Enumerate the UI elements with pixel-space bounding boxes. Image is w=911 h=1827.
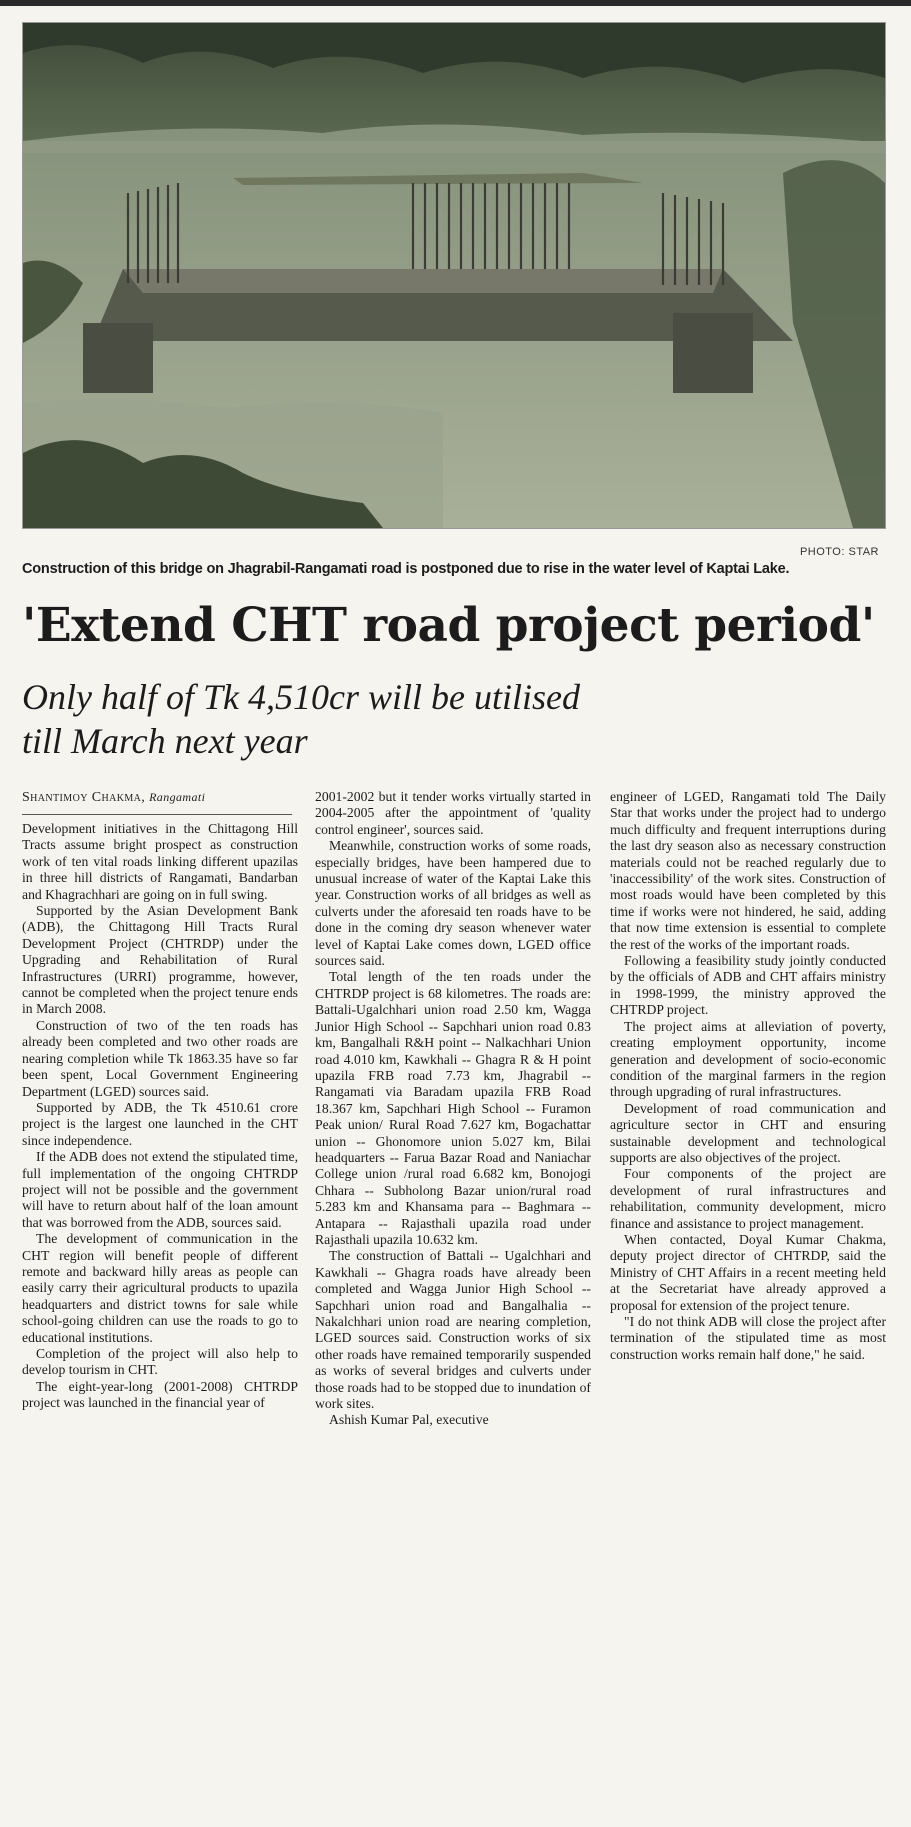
paragraph: The construction of Battali -- Ugalchhari and Kawkhali -- Ghagra roads have already been completed and Wagga Junior High School -- Sapchhari union road and Bangalhalia -- Nakalchhari union road are nearing completion, LGED sources said. Construction works of six other roads have remained temporarily suspended as works of several bridges and culverts under those roads had to be stopped due to inundation of work sites. <box>315 1248 591 1412</box>
article-column-1 <box>22 821 298 1412</box>
paragraph: Total length of the ten roads under the CHTRDP project is 68 kilometres. The roads are: Battali-Ugalchhari union road 2.50 km, Wagga Junior High School -- Sapchhari union road 0.83 km, Bangalhali R&H point -- Nalkachhari Union road 4.010 km, Kawkhali -- Ghagra R & H point upazila FRB road 7.73 km, Jhagrabil -- Rangamati via Baradam upazila FRB Road 18.367 km, Sapchhari High School -- Furamon Peak union/ Rural Road 7.627 km, Bogachattar union -- Ghonomore union 5.027 km, Bilai headquarters -- Farua Bazar Road and Naniachar College union /rural road 6.682 km, Bonojogi Chhara -- Subholong Bazar union/rural road 5.283 km and Khansama para -- Baghmara -- Antapara -- Rajasthali upazila road under Rajasthali upazila 10.632 km. <box>315 969 591 1247</box>
photo-credit: PHOTO: STAR <box>799 546 879 558</box>
byline-author: Shantimoy Chakma <box>22 790 142 805</box>
paragraph: engineer of LGED, Rangamati told The Daily Star that works under the project had to undergo much difficulty and frequent interruptions during the last dry season also as necessary construction materials could not be reached regularly due to 'inaccessibility' of the work sites. Construction of most roads would have been completed by this time if works were not hindered, he said, adding that now time extension is essential to complete the rest of the works of the important roads. <box>610 789 886 952</box>
paragraph: Meanwhile, construction works of some roads, especially bridges, have been hampered due to unusual increase of water of the Kaptai Lake this year. Construction works of all bridges as well as culverts under the aforesaid ten roads have to be done in the coming dry season whenever water level of Kaptai Lake comes down, LGED office sources said. <box>315 838 591 969</box>
article-column-2 <box>315 789 591 1429</box>
paragraph: Four components of the project are development of rural infrastructures and rehabilitation, community development, micro finance and assistance to project management. <box>610 1166 886 1231</box>
paragraph: The development of communication in the CHT region will benefit people of different remote and backward hilly areas as people can easily carry their agricultural products to upazila headquarters and district towns for sale while school-going children can use the roads to go to educational institutions. <box>22 1231 298 1345</box>
subheadline <box>22 675 722 763</box>
top-rule <box>0 0 911 6</box>
subheadline-line-2: till March next year <box>22 721 308 761</box>
bridge-photo-image <box>23 23 885 528</box>
paragraph: Supported by the Asian Development Bank (ADB), the Chittagong Hill Tracts Rural Development Project (CHTRDP) under the Upgrading and Rehabilitation of Rural Infrastructures (URRI) programme, however, cannot be completed when the project tenure ends in March 2008. <box>22 903 298 1017</box>
paragraph: 2001-2002 but it tender works virtually started in 2004-2005 after the appointment of 'quality control engineer', sources said. <box>315 789 591 837</box>
byline-rule <box>22 814 292 815</box>
article-column-3 <box>610 789 886 1363</box>
paragraph: When contacted, Doyal Kumar Chakma, deputy project director of CHTRDP, said the Ministry of CHT Affairs in a recent meeting held at the Secretariat have already approved a proposal for extension of the project tenure. <box>610 1231 886 1313</box>
paragraph: Development initiatives in the Chittagong Hill Tracts assume bright prospect as construction work of ten vital roads linking different upazilas in three hill districts of Rangamati, Bandarban and Khagrachhari are going on in full swing. <box>22 821 298 902</box>
byline-location: Rangamati <box>149 790 206 804</box>
subheadline-line-1: Only half of Tk 4,510cr will be utilised <box>22 677 580 717</box>
photo-caption: Construction of this bridge on Jhagrabil-Rangamati road is postponed due to rise in the water level of Kaptai Lake. <box>22 561 790 577</box>
paragraph: The eight-year-long (2001-2008) CHTRDP project was launched in the financial year of <box>22 1378 298 1411</box>
paragraph: Supported by ADB, the Tk 4510.61 crore project is the largest one launched in the CHT since independence. <box>22 1099 298 1148</box>
paragraph: If the ADB does not extend the stipulated time, full implementation of the ongoing CHTRDP project will not be possible and the government will have to return about half of the loan amount that was borrowed from the ADB, sources said. <box>22 1149 298 1230</box>
paragraph: Completion of the project will also help to develop tourism in CHT. <box>22 1346 298 1378</box>
paragraph: Ashish Kumar Pal, executive <box>329 1412 489 1428</box>
paragraph: The project aims at alleviation of poverty, creating employment opportunity, income generation and development of socio-economic condition of the marginal farmers in the region through upgrading of rural infrastructures. <box>610 1018 886 1100</box>
paragraph: Following a feasibility study jointly conducted by the officials of ADB and CHT affairs ministry in 1998-1999, the ministry approved the CHTRDP project. <box>610 953 886 1018</box>
paragraph: "I do not think ADB will close the project after termination of the stipulated time as most construction works remain half done," he said. <box>610 1314 886 1362</box>
paragraph: Construction of two of the ten roads has already been completed and two other roads are nearing completion while Tk 1863.35 have so far been spent, Local Government Engineering Department (LGED) sources said. <box>22 1017 298 1099</box>
headline: 'Extend CHT road project period' <box>22 598 875 653</box>
paragraph: Development of road communication and agriculture sector in CHT and ensuring sustainable development and technological supports are also objectives of the project. <box>610 1100 886 1165</box>
byline: Shantimoy Chakma, Rangamati <box>22 790 206 805</box>
bridge-photo <box>22 22 886 529</box>
